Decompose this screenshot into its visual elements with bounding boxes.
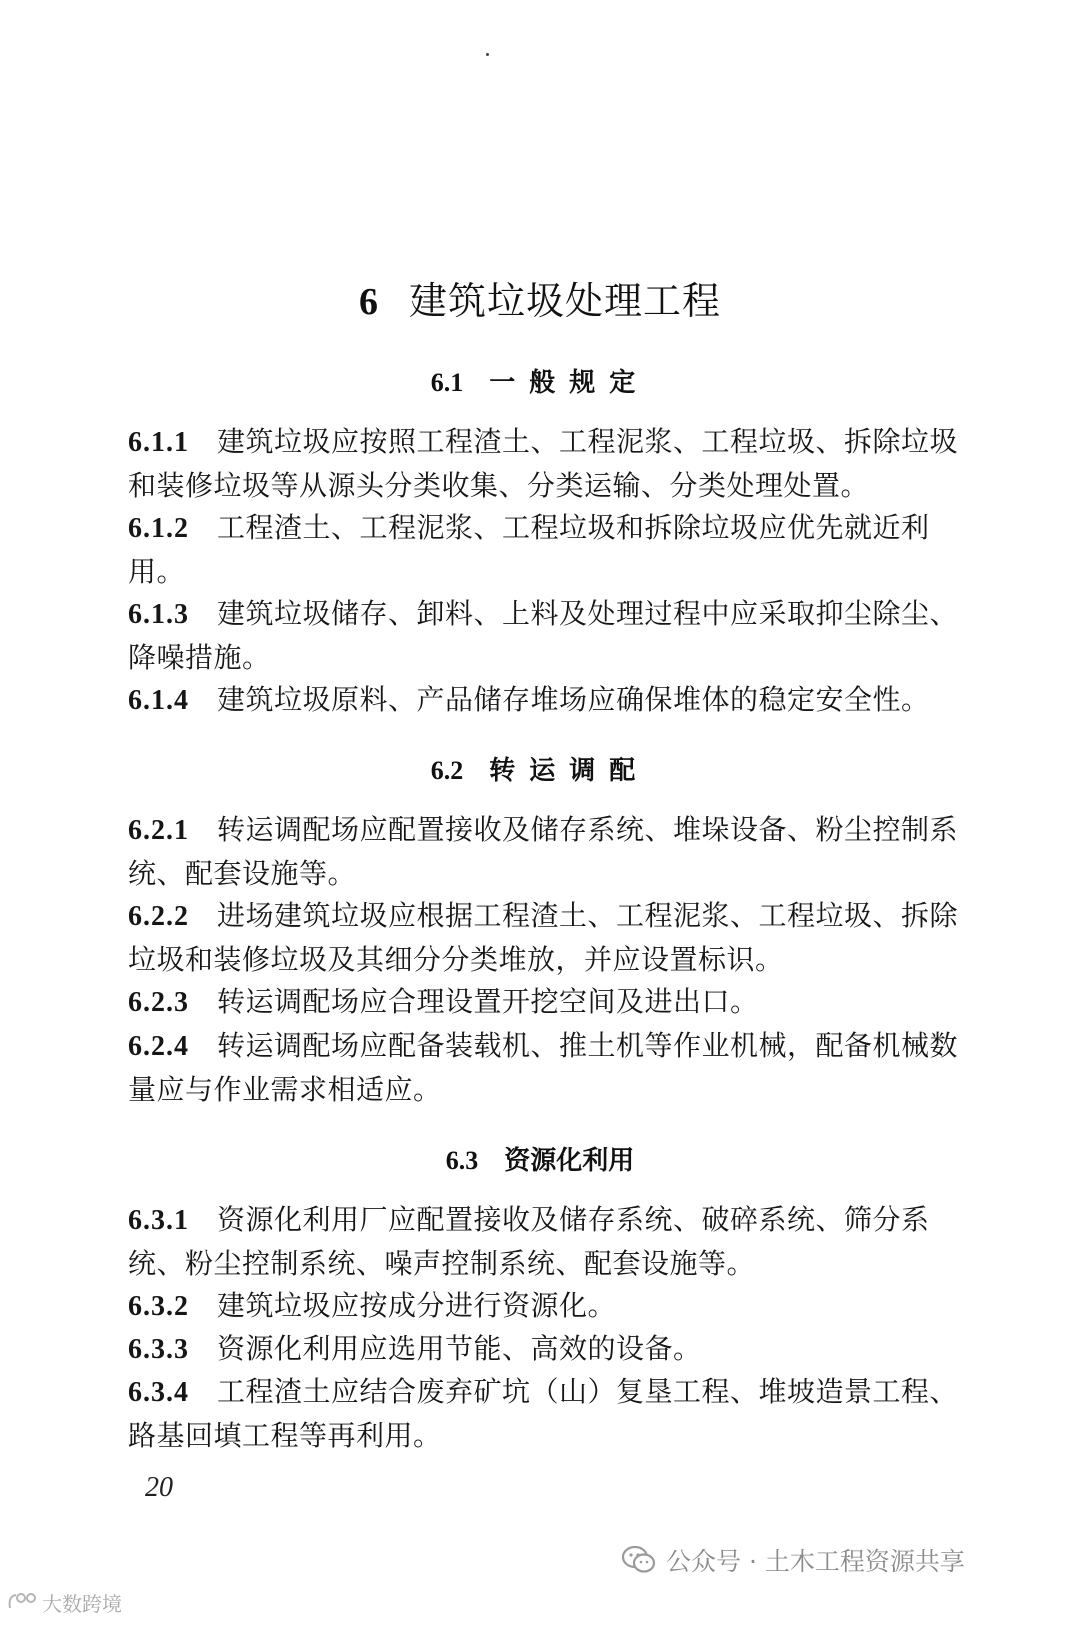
clause-text: 建筑垃圾原料、产品储存堆场应确保堆体的稳定安全性。	[217, 683, 930, 716]
clause-number: 6.2.2	[128, 901, 189, 932]
clause-6-1-1	[128, 420, 968, 507]
section-title-text: 转运调配	[489, 756, 650, 786]
section-title-text: 资源化利用	[504, 1146, 635, 1176]
clause-text: 转运调配场应配置接收及储存系统、堆垛设备、粉尘控制系统、配套设施等。	[128, 813, 959, 890]
clause-text: 建筑垃圾储存、卸料、上料及处理过程中应采取抑尘除尘、降噪措施。	[128, 597, 959, 674]
clause-6-3-4	[128, 1370, 968, 1457]
wechat-icon	[622, 1545, 656, 1575]
clause-6-1-4	[128, 678, 968, 722]
clause-number: 6.2.1	[128, 815, 189, 846]
clause-number: 6.1.3	[128, 599, 189, 630]
section-title-6-2	[0, 750, 1080, 787]
clause-text: 转运调配场应合理设置开挖空间及进出口。	[217, 985, 759, 1018]
clause-6-2-3	[128, 980, 968, 1024]
clause-number: 6.1.4	[128, 685, 189, 716]
page-number: 20	[145, 1472, 173, 1503]
clause-6-2-1	[128, 808, 968, 895]
wechat-watermark	[622, 1540, 965, 1580]
clause-number: 6.2.4	[128, 1031, 189, 1062]
clause-number: 6.3.1	[128, 1205, 189, 1236]
clause-6-2-2	[128, 894, 968, 981]
clause-6-3-2	[128, 1284, 968, 1328]
clause-6-1-3	[128, 592, 968, 679]
section-title-text: 一般规定	[489, 368, 650, 398]
clause-number: 6.1.2	[128, 513, 189, 544]
clause-text: 资源化利用厂应配置接收及储存系统、破碎系统、筛分系统、粉尘控制系统、噪声控制系统、配套设施等。	[128, 1203, 930, 1280]
clause-text: 进场建筑垃圾应根据工程渣土、工程泥浆、工程垃圾、拆除垃圾和装修垃圾及其细分分类堆放，并应设置标识。	[128, 899, 959, 976]
wechat-watermark-text: 公众号 · 土木工程资源共享	[666, 1547, 965, 1576]
clause-6-3-3	[128, 1327, 968, 1371]
clause-6-3-1	[128, 1198, 968, 1285]
chapter-number: 6	[358, 281, 379, 323]
decorative-dot	[486, 53, 489, 56]
clause-text: 转运调配场应配备装载机、推土机等作业机械，配备机械数量应与作业需求相适应。	[128, 1029, 959, 1106]
chapter-title	[0, 270, 1080, 325]
site-watermark-text: 大数跨境	[42, 1591, 122, 1616]
clause-text: 资源化利用应选用节能、高效的设备。	[217, 1332, 702, 1365]
clause-number: 6.3.3	[128, 1334, 189, 1365]
site-logo-icon	[6, 1590, 38, 1614]
section-title-6-3	[0, 1140, 1080, 1177]
clause-number: 6.1.1	[128, 427, 189, 458]
clause-text: 工程渣土应结合废弃矿坑（山）复垦工程、堆坡造景工程、路基回填工程等再利用。	[128, 1375, 959, 1452]
clause-text: 工程渣土、工程泥浆、工程垃圾和拆除垃圾应优先就近利用。	[128, 511, 930, 588]
clause-6-1-2	[128, 506, 968, 593]
clause-text: 建筑垃圾应按照工程渣土、工程泥浆、工程垃圾、拆除垃圾和装修垃圾等从源头分类收集、分类运输、分类处理处置。	[128, 425, 959, 502]
clause-text: 建筑垃圾应按成分进行资源化。	[217, 1289, 617, 1322]
clause-number: 6.3.2	[128, 1291, 189, 1322]
section-number: 6.2	[430, 756, 464, 785]
section-number: 6.3	[445, 1146, 479, 1175]
clause-6-2-4	[128, 1024, 968, 1111]
section-number: 6.1	[430, 368, 464, 397]
site-watermark	[6, 1585, 122, 1619]
clause-number: 6.2.3	[128, 987, 189, 1018]
clause-number: 6.3.4	[128, 1377, 189, 1408]
section-title-6-1	[0, 362, 1080, 399]
chapter-title-text: 建筑垃圾处理工程	[408, 279, 721, 323]
